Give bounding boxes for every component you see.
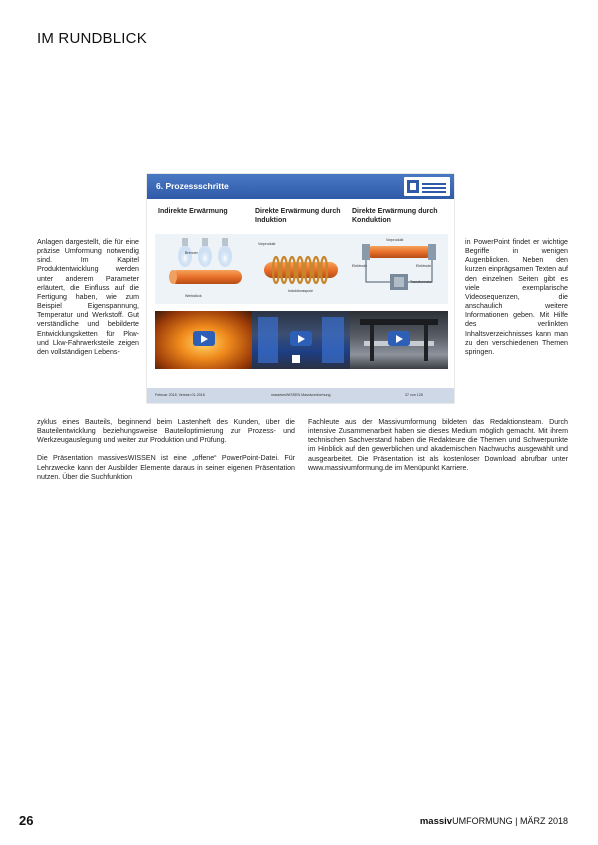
footer-separator: | [515, 816, 518, 826]
paragraph: Fachleute aus der Massivumformung bildeten das Redaktionsteam. Durch intensive Zusammenarbeit haben sie dieses Medium möglich gemacht. Mit ihrem technischen Sachverstand haben die Redakteure die Themen und Schwerpunkte im Hinblick auf den gewerblichen und akademischen Nachwuchs ausgewählt und ausgearbeitet. Die Präsentation ist als kostenloser Download abrufbar unter www.massivumformung.de im Menüpunkt Karriere. [308, 418, 568, 472]
brand-bold: massiv [419, 816, 453, 827]
diagram-conduction-heating [350, 234, 448, 304]
label-elektrode-right: Elektrode [416, 264, 432, 268]
label-transformator: Transformator [410, 280, 433, 284]
play-icon[interactable] [193, 331, 215, 346]
label-vorprodukt: Vorprodukt [258, 242, 276, 246]
section-title: IM RUNDBLICK [37, 30, 147, 47]
video-thumbnail-induction[interactable] [252, 311, 350, 369]
slide-logo [404, 177, 450, 196]
presentation-slide-figure [147, 174, 454, 403]
issue-date: MÄRZ 2018 [519, 816, 568, 826]
text-column-right-bottom [308, 418, 568, 473]
text-column-right-top [465, 238, 568, 357]
paragraph: in PowerPoint findet er wichtige Begriffe in wenigen Augenblicken. Neben den kurzen einprägsamen Texten auf den einzelnen Seiten gibt es viele exemplarische Videosequenzen, die anschaulich weitere Informationen geben. Mit Hilfe des verlinkten Inhaltsverzeichnisses kann man zu den verschiedenen Themen springen. [465, 238, 568, 356]
publication-footer [420, 816, 568, 827]
slide-footer-title: massivesWISSEN Massivumformung [271, 393, 331, 397]
slide-column-heading-2: Direkte Erwärmung durch Induktion [255, 208, 341, 224]
slide-header [147, 174, 454, 199]
slide-footer-date: Februar 2018, Version 01-2018 [155, 393, 205, 397]
brand-rest: UMFORMUNG [452, 816, 513, 826]
slide-column-heading-1: Indirekte Erwärmung [158, 208, 228, 215]
diagram-indirect-heating [155, 234, 253, 304]
diagram-induction-heating [252, 234, 350, 304]
paragraph: zyklus eines Bauteils, beginnend beim Lastenheft des Kunden, über die Bauteilentwicklung beziehungsweise Bauteiloptimierung zur Prozess- und Werkzeugauslegung und weiter zur Produktion und Prüfung. [37, 418, 295, 445]
label-vorprodukt: Vorprodukt [386, 238, 404, 242]
video-thumbnail-conduction[interactable] [350, 311, 448, 369]
label-elektrode-left: Elektrode [352, 264, 368, 268]
text-column-left-bottom [37, 418, 295, 482]
label-werkstueck: Werkstück [185, 294, 202, 298]
text-column-left-top [37, 238, 139, 357]
video-thumbnail-furnace[interactable] [155, 311, 253, 369]
slide-footer-page: 37 von 128 [405, 393, 423, 397]
slide-title: 6. Prozessschritte [156, 181, 229, 191]
paragraph: Anlagen dargestellt, die für eine präzise Umformung notwendig sind. Im Kapitel Produktentwicklung werden unter anderem Parameter erläutert, die Einfluss auf die Fertigung haben, wie zum Beispiel Eigenspannung, Temperatur und Werkstoff. Gut verständliche und bebilderte Entwicklungsketten für Pkw- und Lkw-Fahrwerksteile zeigen den vollständigen Lebens- [37, 238, 139, 356]
slide-column-heading-3: Direkte Erwärmung durch Konduktion [352, 208, 438, 224]
page-number: 26 [19, 813, 34, 828]
label-induktionsspule: Induktionsspule [288, 289, 313, 293]
slide-footer [147, 388, 454, 403]
play-icon[interactable] [290, 331, 312, 346]
paragraph: Die Präsentation massivesWISSEN ist eine „offene“ PowerPoint-Datei. Für Lehrzwecke kann der Ausbilder Elemente daraus in seiner eigenen Präsentation nutzen. Über die Suchfunktion [37, 454, 295, 481]
play-icon[interactable] [388, 331, 410, 346]
label-brenner: Brenner [185, 251, 198, 255]
